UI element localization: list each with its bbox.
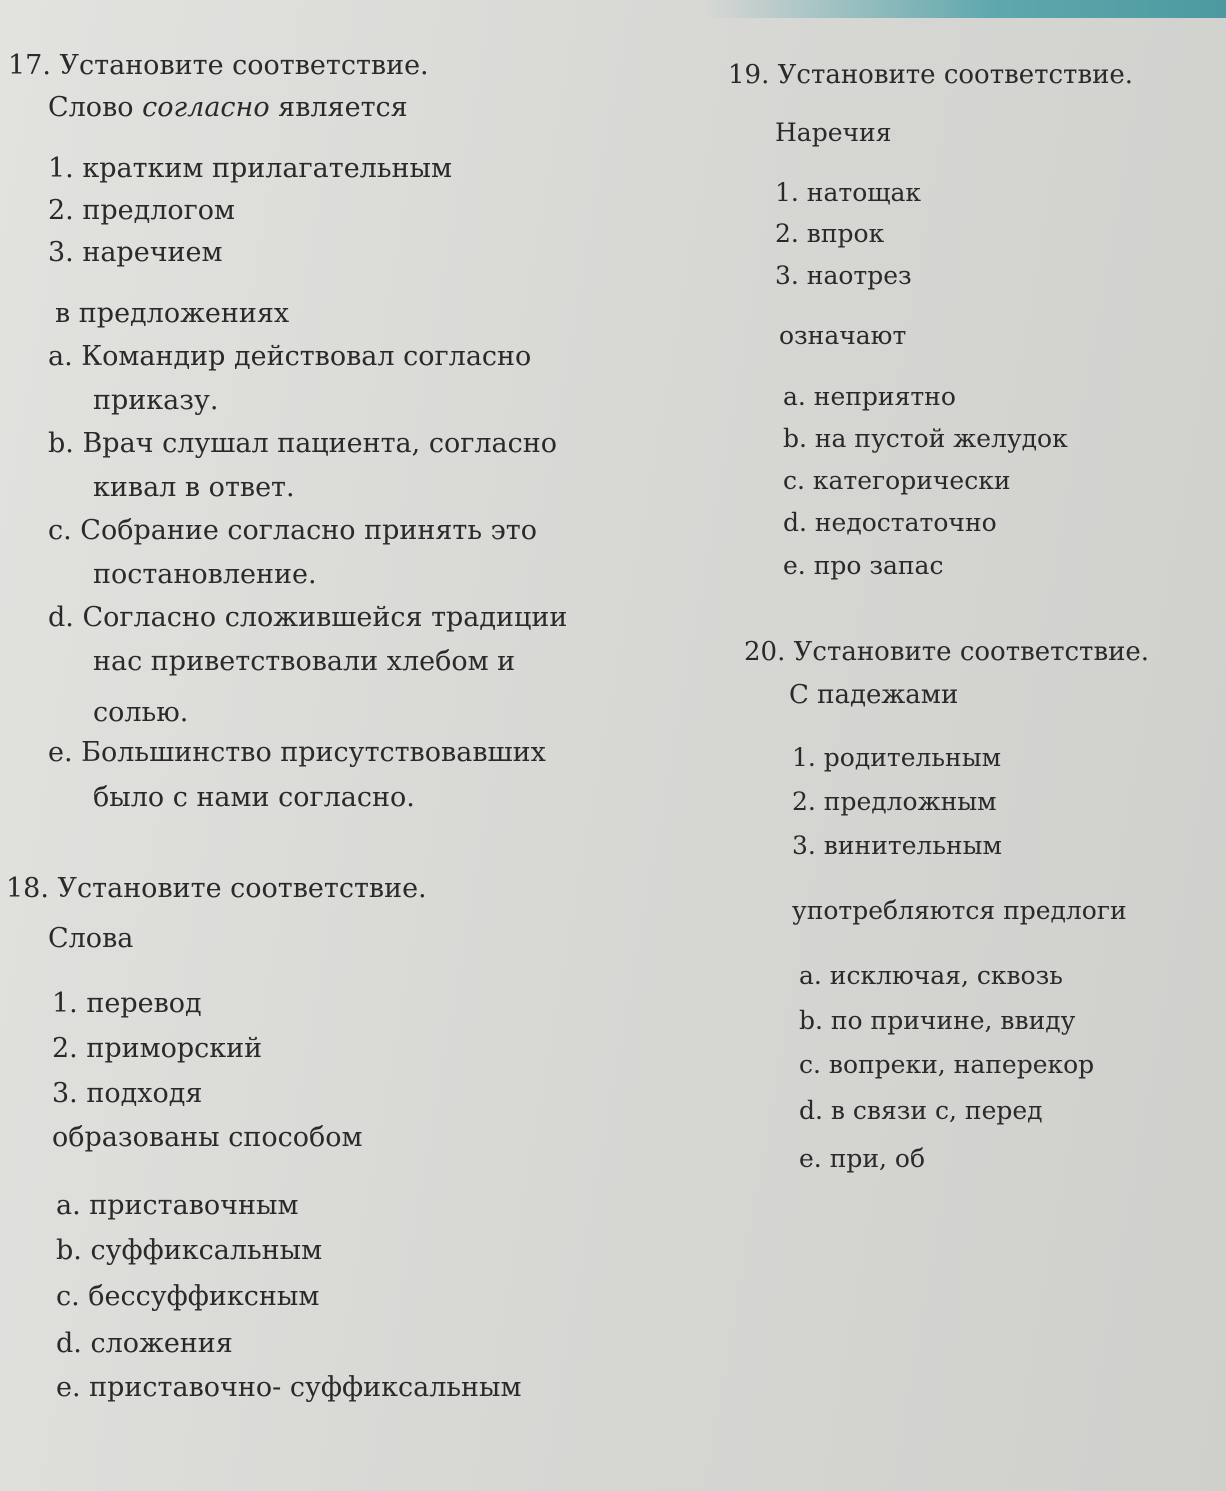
q20-item: e. при, об bbox=[799, 1144, 926, 1173]
q18-option: 3. подходя bbox=[52, 1078, 203, 1109]
q17-mid-text: в предложениях bbox=[55, 298, 290, 329]
q18-item: d. сложения bbox=[56, 1328, 233, 1359]
q17-item-cont: нас приветствовали хлебом и bbox=[93, 646, 516, 677]
q17-item: d. Согласно сложившейся традиции bbox=[48, 602, 568, 633]
q17-item-cont: кивал в ответ. bbox=[93, 472, 295, 503]
q20-item: b. по причине, ввиду bbox=[799, 1006, 1076, 1035]
q17-item: a. Командир действовал согласно bbox=[48, 341, 532, 372]
q18-option: 1. перевод bbox=[52, 988, 202, 1019]
q17-item-cont: было с нами согласно. bbox=[93, 782, 415, 813]
q17-title: 17. Установите соответствие. bbox=[8, 50, 429, 81]
q18-item: c. бессуффиксным bbox=[56, 1281, 320, 1312]
q17-option: 3. наречием bbox=[48, 237, 223, 268]
q19-title: 19. Установите соответствие. bbox=[728, 60, 1134, 90]
q19-item: d. недостаточно bbox=[783, 508, 997, 537]
q18-item: e. приставочно- суффиксальным bbox=[56, 1372, 522, 1403]
q19-option: 1. натощак bbox=[775, 178, 922, 207]
q20-option: 3. винительным bbox=[792, 831, 1002, 860]
q18-item: b. суффиксальным bbox=[56, 1235, 323, 1266]
q19-item: c. категорически bbox=[783, 466, 1011, 495]
q17-option: 2. предлогом bbox=[48, 195, 236, 226]
q17-item: e. Большинство присутствовавших bbox=[48, 737, 546, 768]
q20-item: a. исключая, сквозь bbox=[799, 961, 1063, 990]
q17-item: c. Собрание согласно принять это bbox=[48, 515, 537, 546]
q19-item: a. неприятно bbox=[783, 382, 956, 411]
q17-intro: Слово согласно является bbox=[48, 92, 408, 123]
q20-item: d. в связи с, перед bbox=[799, 1096, 1043, 1125]
q19-item: e. про запас bbox=[783, 551, 944, 580]
q20-mid-text: употребляются предлоги bbox=[792, 896, 1127, 925]
q20-option: 1. родительным bbox=[792, 743, 1002, 772]
q19-item: b. на пустой желудок bbox=[783, 424, 1068, 453]
q17-item-cont: солью. bbox=[93, 697, 189, 728]
q19-option: 3. наотрез bbox=[775, 261, 912, 290]
q19-mid-text: означают bbox=[779, 321, 907, 350]
q19-intro: Наречия bbox=[775, 118, 892, 147]
q20-intro: С падежами bbox=[789, 680, 959, 710]
q18-title: 18. Установите соответствие. bbox=[6, 873, 427, 904]
q17-option: 1. кратким прилагательным bbox=[48, 153, 453, 184]
q18-option: 2. приморский bbox=[52, 1033, 263, 1064]
q20-option: 2. предложным bbox=[792, 787, 997, 816]
q17-item-cont: приказу. bbox=[93, 385, 219, 416]
q18-item: a. приставочным bbox=[56, 1190, 299, 1221]
q20-item: c. вопреки, наперекор bbox=[799, 1050, 1095, 1079]
q18-intro: Слова bbox=[48, 923, 134, 954]
q17-item-cont: постановление. bbox=[93, 559, 317, 590]
q20-title: 20. Установите соответствие. bbox=[744, 637, 1150, 667]
q17-item: b. Врач слушал пациента, согласно bbox=[48, 428, 557, 459]
q18-mid-text: образованы способом bbox=[52, 1122, 363, 1153]
q19-option: 2. впрок bbox=[775, 219, 885, 248]
page-corner-decoration bbox=[706, 0, 1226, 18]
